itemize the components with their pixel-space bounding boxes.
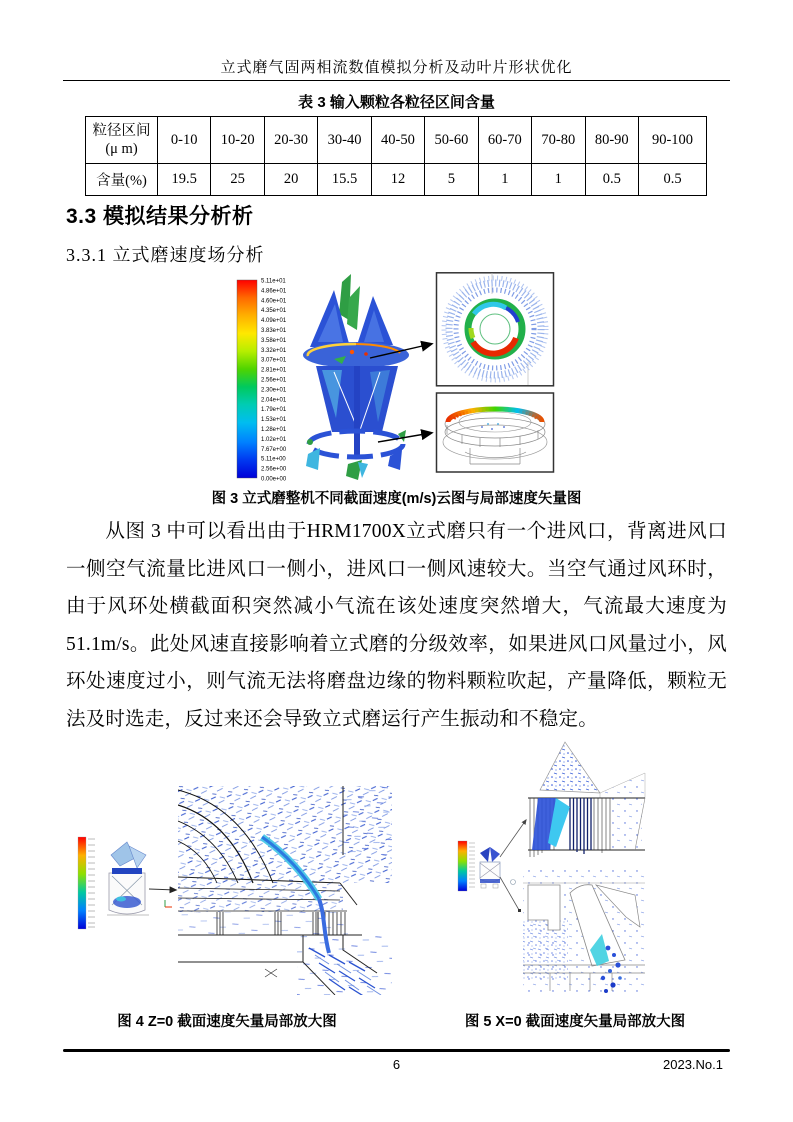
figure5-caption: 图 5 X=0 截面速度矢量局部放大图	[464, 1014, 686, 1030]
svg-text:4.35e+01: 4.35e+01	[261, 308, 287, 315]
running-header-title: 立式磨气固两相流数值模拟分析及动叶片形状优化	[220, 60, 573, 76]
section-heading-3-3-1: 3.3.1 立式磨速度场分析	[66, 245, 265, 265]
fig5-mini-mill	[480, 847, 500, 888]
figure4-z0-vector-plot	[57, 745, 397, 1000]
value-cell: 0.5	[585, 164, 639, 196]
table-value-row	[86, 164, 707, 196]
svg-text:3.83e+01: 3.83e+01	[261, 328, 287, 334]
figure3-velocity-contour	[230, 272, 630, 484]
svg-text:4.09e+01: 4.09e+01	[261, 318, 287, 325]
svg-text:4.60e+01: 4.60e+01	[261, 298, 287, 305]
svg-text:5.11e+01: 5.11e+01	[261, 278, 286, 285]
fig5-callout-endpoint	[518, 909, 521, 912]
svg-text:1.79e+01: 1.79e+01	[261, 407, 287, 414]
fig4-callout-arrow-icon	[149, 889, 176, 890]
col-header: 10-20	[211, 117, 264, 164]
fig4-mini-mill	[107, 842, 149, 915]
svg-text:0.00e+00: 0.00e+00	[261, 476, 287, 483]
svg-text:1.28e+01: 1.28e+01	[261, 427, 287, 433]
svg-text:1.53e+01: 1.53e+01	[261, 417, 287, 424]
value-cell: 1	[532, 164, 585, 196]
figure3-svg	[230, 272, 630, 484]
body-paragraph: 从图 3 中可以看出由于HRM1700X立式磨只有一个进风口，背离进风口一侧空气流量比进风口一侧小，进风口一侧风速较大。当空气通过风环时，由于风环处横截面积突然减小气流在该处速度突然增大，气流最大速度为 51.1m/s。此处风速直接影响着立式磨的分级效率，如果进风口风量过小，风环处速度过小，则气流无法将磨盘边缘的物料颗粒吹起，产量降低，颗粒无法及时选走，反过来还会导致立式磨运行产生振动和不稳定。	[66, 521, 727, 730]
figure5-x0-vector-plot	[430, 735, 730, 1000]
fig4-magnified-field	[178, 786, 392, 997]
fig5-callout-arrow-bottom-icon	[500, 877, 519, 910]
section-heading-3-3: 3.3 模拟结果分析析	[66, 205, 254, 228]
fig3-colorbar	[237, 279, 287, 483]
value-cell: 12	[371, 164, 424, 196]
col-header: 30-40	[318, 117, 371, 164]
fig3-mill-contour	[303, 274, 409, 480]
fig4-mini-colorbar	[78, 837, 95, 929]
figure5-svg	[430, 735, 730, 1000]
fig5-callout-arrow-top-icon	[500, 820, 526, 857]
value-cell: 5	[425, 164, 478, 196]
svg-text:2.56e+00: 2.56e+00	[261, 466, 287, 473]
col-header: 40-50	[371, 117, 424, 164]
fig5-bottom-magnified-plot	[523, 870, 645, 995]
footer-rule	[63, 1049, 730, 1052]
fig5-mini-colorbar	[458, 841, 475, 891]
figure4-svg	[57, 745, 397, 1000]
col-header: 0-10	[158, 117, 211, 164]
svg-text:7.67e+00: 7.67e+00	[261, 446, 287, 453]
svg-text:3.07e+01: 3.07e+01	[261, 357, 287, 364]
fig5-top-magnified-plot	[528, 742, 645, 857]
col-header: 60-70	[478, 117, 531, 164]
fig4-axis-triad-icon	[165, 900, 172, 907]
svg-text:3.58e+01: 3.58e+01	[261, 337, 287, 344]
value-cell: 15.5	[318, 164, 371, 196]
svg-text:2.30e+01: 2.30e+01	[261, 387, 287, 394]
fig5-axis-glyph-icon	[511, 880, 516, 885]
fig3-ring-vector-box	[437, 393, 554, 472]
svg-text:3.32e+01: 3.32e+01	[261, 347, 287, 354]
svg-text:4.86e+01: 4.86e+01	[261, 288, 287, 295]
svg-text:2.04e+01: 2.04e+01	[261, 397, 287, 404]
particle-size-table	[85, 116, 707, 196]
col-header: 90-100	[639, 117, 707, 164]
value-cell: 0.5	[639, 164, 707, 196]
row-label: 含量(%)	[86, 164, 158, 196]
col-header: 80-90	[585, 117, 639, 164]
issue-label: 2023.No.1	[663, 1057, 723, 1072]
table3-caption: 表 3 输入颗粒各粒径区间含量	[298, 94, 495, 111]
table-corner-cell: 粒径区间 (μ m)	[86, 117, 158, 164]
value-cell: 25	[211, 164, 264, 196]
col-header: 70-80	[532, 117, 585, 164]
value-cell: 20	[264, 164, 317, 196]
col-header: 20-30	[264, 117, 317, 164]
value-cell: 1	[478, 164, 531, 196]
figure3-caption: 图 3 立式磨整机不同截面速度(m/s)云图与局部速度矢量图	[211, 491, 582, 507]
svg-text:2.56e+01: 2.56e+01	[261, 377, 287, 384]
svg-text:1.02e+01: 1.02e+01	[261, 436, 287, 443]
value-cell: 19.5	[158, 164, 211, 196]
svg-text:2.81e+01: 2.81e+01	[261, 367, 287, 374]
figure4-caption: 图 4 Z=0 截面速度矢量局部放大图	[117, 1014, 337, 1030]
fig3-classifier-vector-box	[437, 273, 554, 386]
page-number: 6	[392, 1057, 401, 1072]
header-rule	[63, 80, 730, 81]
col-header: 50-60	[425, 117, 478, 164]
table-header-row	[86, 117, 707, 164]
svg-text:5.11e+00: 5.11e+00	[261, 456, 286, 463]
